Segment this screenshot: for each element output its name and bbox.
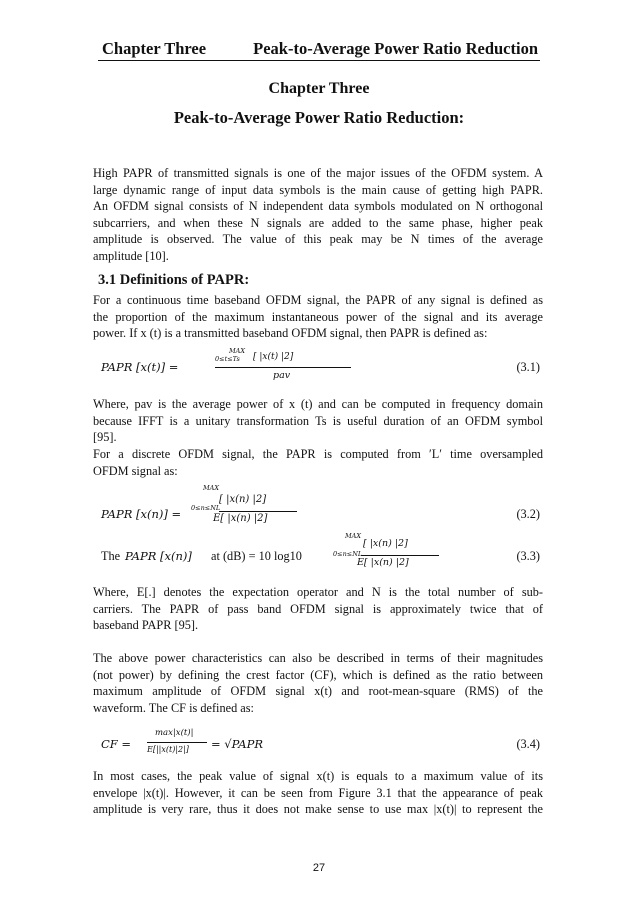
eq2-numerator: [ |x(n) |2] bbox=[219, 494, 267, 505]
chapter-number: Chapter Three bbox=[268, 80, 370, 97]
text-line: envelope |x(t)|. However, it can be seen from Figure 3.1 that the appearance of peak bbox=[93, 785, 543, 800]
running-header-title: Peak-to-Average Power Ratio Reduction bbox=[253, 39, 538, 58]
text-line: (not power) by defining the crest factor (CF), which is defined as the ratio between bbox=[93, 667, 543, 682]
text-line: OFDM signal as: bbox=[93, 463, 178, 478]
chapter-title: Peak-to-Average Power Ratio Reduction: bbox=[173, 108, 465, 127]
text-line: waveform. The CF is defined as: bbox=[93, 700, 254, 715]
running-header bbox=[98, 38, 540, 61]
eq1-denominator: pav bbox=[273, 370, 291, 381]
text-line: maximum amplitude of OFDM signal x(t) and root-mean-square (RMS) of the bbox=[93, 684, 543, 699]
crest-factor-paragraph bbox=[93, 650, 543, 716]
text-line: power. If x (t) is a transmitted baseband OFDM signal, then PAPR is defined as: bbox=[93, 326, 488, 341]
text-line: For a discrete OFDM signal, the PAPR is computed from ′L′ time oversampled bbox=[93, 447, 543, 461]
intro-paragraph bbox=[93, 165, 543, 265]
eq2-denominator: E[ |x(n) |2] bbox=[213, 513, 268, 524]
eq3-lhs: PAPR [x(n)] bbox=[125, 549, 192, 563]
equation-3-1 bbox=[93, 347, 543, 390]
text-line: subcarriers, and when these N signals are added to the same phase, higher peak bbox=[93, 215, 543, 230]
text-line: Where, E[.] denotes the expectation operator and N is the total number of sub- bbox=[93, 585, 543, 599]
text-line: baseband PAPR [95]. bbox=[93, 618, 199, 633]
eq3-numerator: [ |x(n) |2] bbox=[363, 538, 408, 549]
text-line: For a continuous time baseband OFDM signal, the PAPR of any signal is defined as bbox=[93, 293, 543, 307]
text-line: [95]. bbox=[93, 430, 117, 445]
equation-3-2 bbox=[93, 486, 543, 532]
eq4-denominator: E[||x(t)|2|] bbox=[147, 745, 189, 754]
text-line: amplitude is observed. The value of this peak may be N times of the average bbox=[93, 232, 543, 247]
page-number: 27 bbox=[312, 862, 326, 874]
expectation-paragraph bbox=[93, 584, 543, 634]
eq3-denominator: E[ |x(n) |2] bbox=[357, 557, 409, 568]
text-line: An OFDM signal consists of N independent data symbols modulated on N orthogonal bbox=[93, 199, 543, 214]
final-paragraph bbox=[93, 768, 543, 818]
eq3-range: 0≤n≤NL bbox=[333, 550, 363, 558]
section-heading: 3.1 Definitions of PAPR: bbox=[98, 272, 250, 288]
text-line: amplitude [10]. bbox=[93, 248, 169, 263]
text-line: In most cases, the peak value of signal x(t) is equals to a maximum value of its bbox=[93, 769, 543, 783]
discrete-paragraph bbox=[93, 446, 543, 479]
text-line: The above power characteristics can also be described in terms of their magnitudes bbox=[93, 651, 543, 665]
running-header-chapter: Chapter Three bbox=[102, 39, 207, 58]
eq3-number: (3.3) bbox=[516, 549, 540, 563]
eq4-lhs: CF = bbox=[101, 737, 132, 751]
eq2-number: (3.2) bbox=[516, 507, 540, 521]
eq4-numerator: max|x(t)| bbox=[155, 728, 194, 738]
eq4-rhs: = √PAPR bbox=[211, 737, 264, 751]
equation-3-3 bbox=[93, 534, 543, 572]
eq3-prefix: The bbox=[101, 549, 121, 563]
text-line: the proportion of the maximum instantaneous power of the signal and its average bbox=[93, 309, 543, 324]
eq3-mid: at (dB) = 10 log10 bbox=[211, 549, 302, 563]
eq1-max: MAX bbox=[229, 347, 245, 355]
eq2-max: MAX bbox=[203, 484, 219, 492]
equation-3-4 bbox=[93, 728, 543, 760]
eq4-number: (3.4) bbox=[516, 737, 540, 751]
eq2-lhs: PAPR [x(n)] = bbox=[101, 507, 182, 521]
eq1-number: (3.1) bbox=[516, 360, 540, 374]
text-line: because IFFT is a unitary transformation Ts is useful duration of an OFDM symbol bbox=[93, 413, 543, 428]
definition-paragraph bbox=[93, 292, 543, 342]
where-paragraph bbox=[93, 396, 543, 446]
text-line: Where, pav is the average power of x (t) and can be computed in frequency domain bbox=[93, 397, 543, 411]
eq2-range: 0≤n≤NL bbox=[191, 504, 221, 512]
eq3-max: MAX bbox=[345, 532, 361, 540]
eq1-numerator: [ |x(t) |2] bbox=[253, 352, 294, 362]
eq1-range: 0≤t≤Ts bbox=[215, 355, 240, 363]
text-line: carriers. The PAPR of pass band OFDM signal is approximately twice that of bbox=[93, 601, 543, 616]
text-line: large dynamic range of input data symbols is the main cause of getting high PAPR. bbox=[93, 182, 543, 197]
eq1-lhs: PAPR [x(t)] = bbox=[101, 360, 179, 374]
text-line: High PAPR of transmitted signals is one of the major issues of the OFDM system. A bbox=[93, 166, 543, 180]
text-line: amplitude is very rare, thus it does not make sense to use max |x(t)| to represent the bbox=[93, 802, 543, 817]
